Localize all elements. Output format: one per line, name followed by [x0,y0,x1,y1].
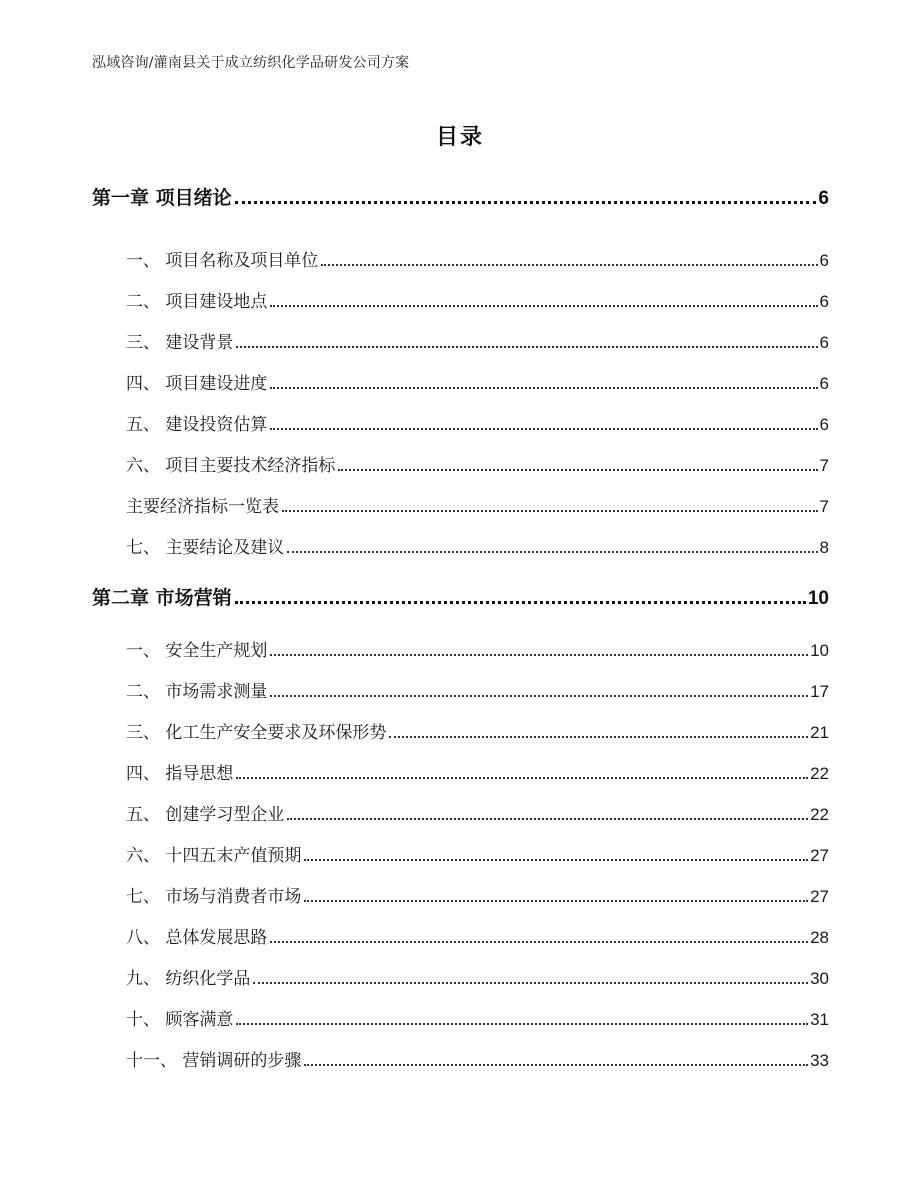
dot-leader [287,800,808,825]
toc-entry[interactable] [126,369,829,394]
dot-leader [338,451,817,476]
dot-leader [282,492,818,517]
toc-entry[interactable] [126,533,829,558]
toc-entry-label: 四、 指导思想 [126,764,234,784]
toc-page-number: 28 [810,928,829,947]
dot-leader [304,841,808,866]
dot-leader [389,718,808,743]
toc-entry[interactable] [126,759,829,784]
toc-page-number: 10 [810,641,829,660]
toc-page-number: 17 [810,682,829,701]
toc-entry-label: 五、 创建学习型企业 [126,805,285,825]
toc-page-number: 7 [819,497,829,516]
dot-leader [270,677,808,702]
toc-entry-label: 七、 市场与消费者市场 [126,887,302,907]
dot-leader [236,759,808,784]
dot-leader [270,923,808,948]
toc-page-number: 22 [810,805,829,824]
toc-entry[interactable] [126,451,829,476]
toc-entry-label: 六、 十四五末产值预期 [126,846,302,866]
toc-page-number: 6 [819,251,829,270]
page-header: 泓域咨询/灌南县关于成立纺织化学品研发公司方案 [92,55,410,71]
toc-title: 目录 [435,125,484,150]
toc-entry-label: 十、 顾客满意 [126,1010,234,1030]
toc-entry[interactable] [126,328,829,353]
toc-entry[interactable] [126,287,829,312]
toc-entry-label: 十一、 营销调研的步骤 [126,1051,302,1071]
toc-chapter-label: 第二章 市场营销 [92,587,232,609]
toc-chapter-2[interactable] [92,583,829,610]
dot-leader [304,882,808,907]
dot-leader [270,636,808,661]
toc-entry-label: 六、 项目主要技术经济指标 [126,456,336,476]
toc-entry[interactable] [126,718,829,743]
dot-leader [304,1046,808,1071]
dot-leader [235,583,806,610]
dot-leader [235,183,817,210]
toc-entry-label: 主要经济指标一览表 [126,497,279,517]
toc-entry-label: 三、 化工生产安全要求及环保形势 [126,723,387,743]
toc-page-number: 33 [810,1051,829,1070]
toc-entry[interactable] [126,923,829,948]
toc-entry-label: 一、 安全生产规划 [126,641,268,661]
toc-page-number: 21 [810,723,829,742]
toc-page-number: 27 [810,887,829,906]
toc-entry[interactable] [126,841,829,866]
toc-chapter-label: 第一章 项目绪论 [92,187,232,209]
toc-entry-label: 二、 项目建设地点 [126,292,268,312]
toc-page-number: 6 [818,188,829,209]
toc-entry[interactable] [126,1005,829,1030]
dot-leader [321,246,817,271]
toc-entry-label: 二、 市场需求测量 [126,682,268,702]
toc-entry[interactable] [126,246,829,271]
toc-page-number: 27 [810,846,829,865]
toc-entry[interactable] [126,677,829,702]
toc-entry-label: 五、 建设投资估算 [126,415,268,435]
toc-entry[interactable] [126,636,829,661]
dot-leader [270,369,817,394]
toc-page-number: 22 [810,764,829,783]
toc-entry-label: 一、 项目名称及项目单位 [126,251,319,271]
toc-entry-label: 八、 总体发展思路 [126,928,268,948]
toc-page-number: 10 [807,588,829,609]
toc-entry[interactable] [126,882,829,907]
dot-leader [236,1005,808,1030]
toc-chapter-1[interactable] [92,183,829,210]
toc-page-number: 6 [819,333,829,352]
toc-entry[interactable] [126,800,829,825]
toc-page-number: 8 [819,538,829,557]
toc-entry[interactable] [126,1046,829,1071]
dot-leader [236,328,817,353]
dot-leader [253,964,808,989]
toc-page-number: 6 [819,374,829,393]
toc-page-number: 30 [810,969,829,988]
toc-page-number: 7 [819,456,829,475]
toc-entry[interactable] [126,410,829,435]
toc-entry[interactable] [126,964,829,989]
toc-entry-label: 七、 主要结论及建议 [126,538,285,558]
toc-entry-label: 三、 建设背景 [126,333,234,353]
dot-leader [287,533,817,558]
dot-leader [270,287,817,312]
toc-entry[interactable] [126,492,829,517]
toc-entry-label: 九、 纺织化学品 [126,969,251,989]
dot-leader [270,410,817,435]
toc-page-number: 6 [819,292,829,311]
toc-entry-label: 四、 项目建设进度 [126,374,268,394]
toc-page-number: 31 [810,1010,829,1029]
toc-page-number: 6 [819,415,829,434]
